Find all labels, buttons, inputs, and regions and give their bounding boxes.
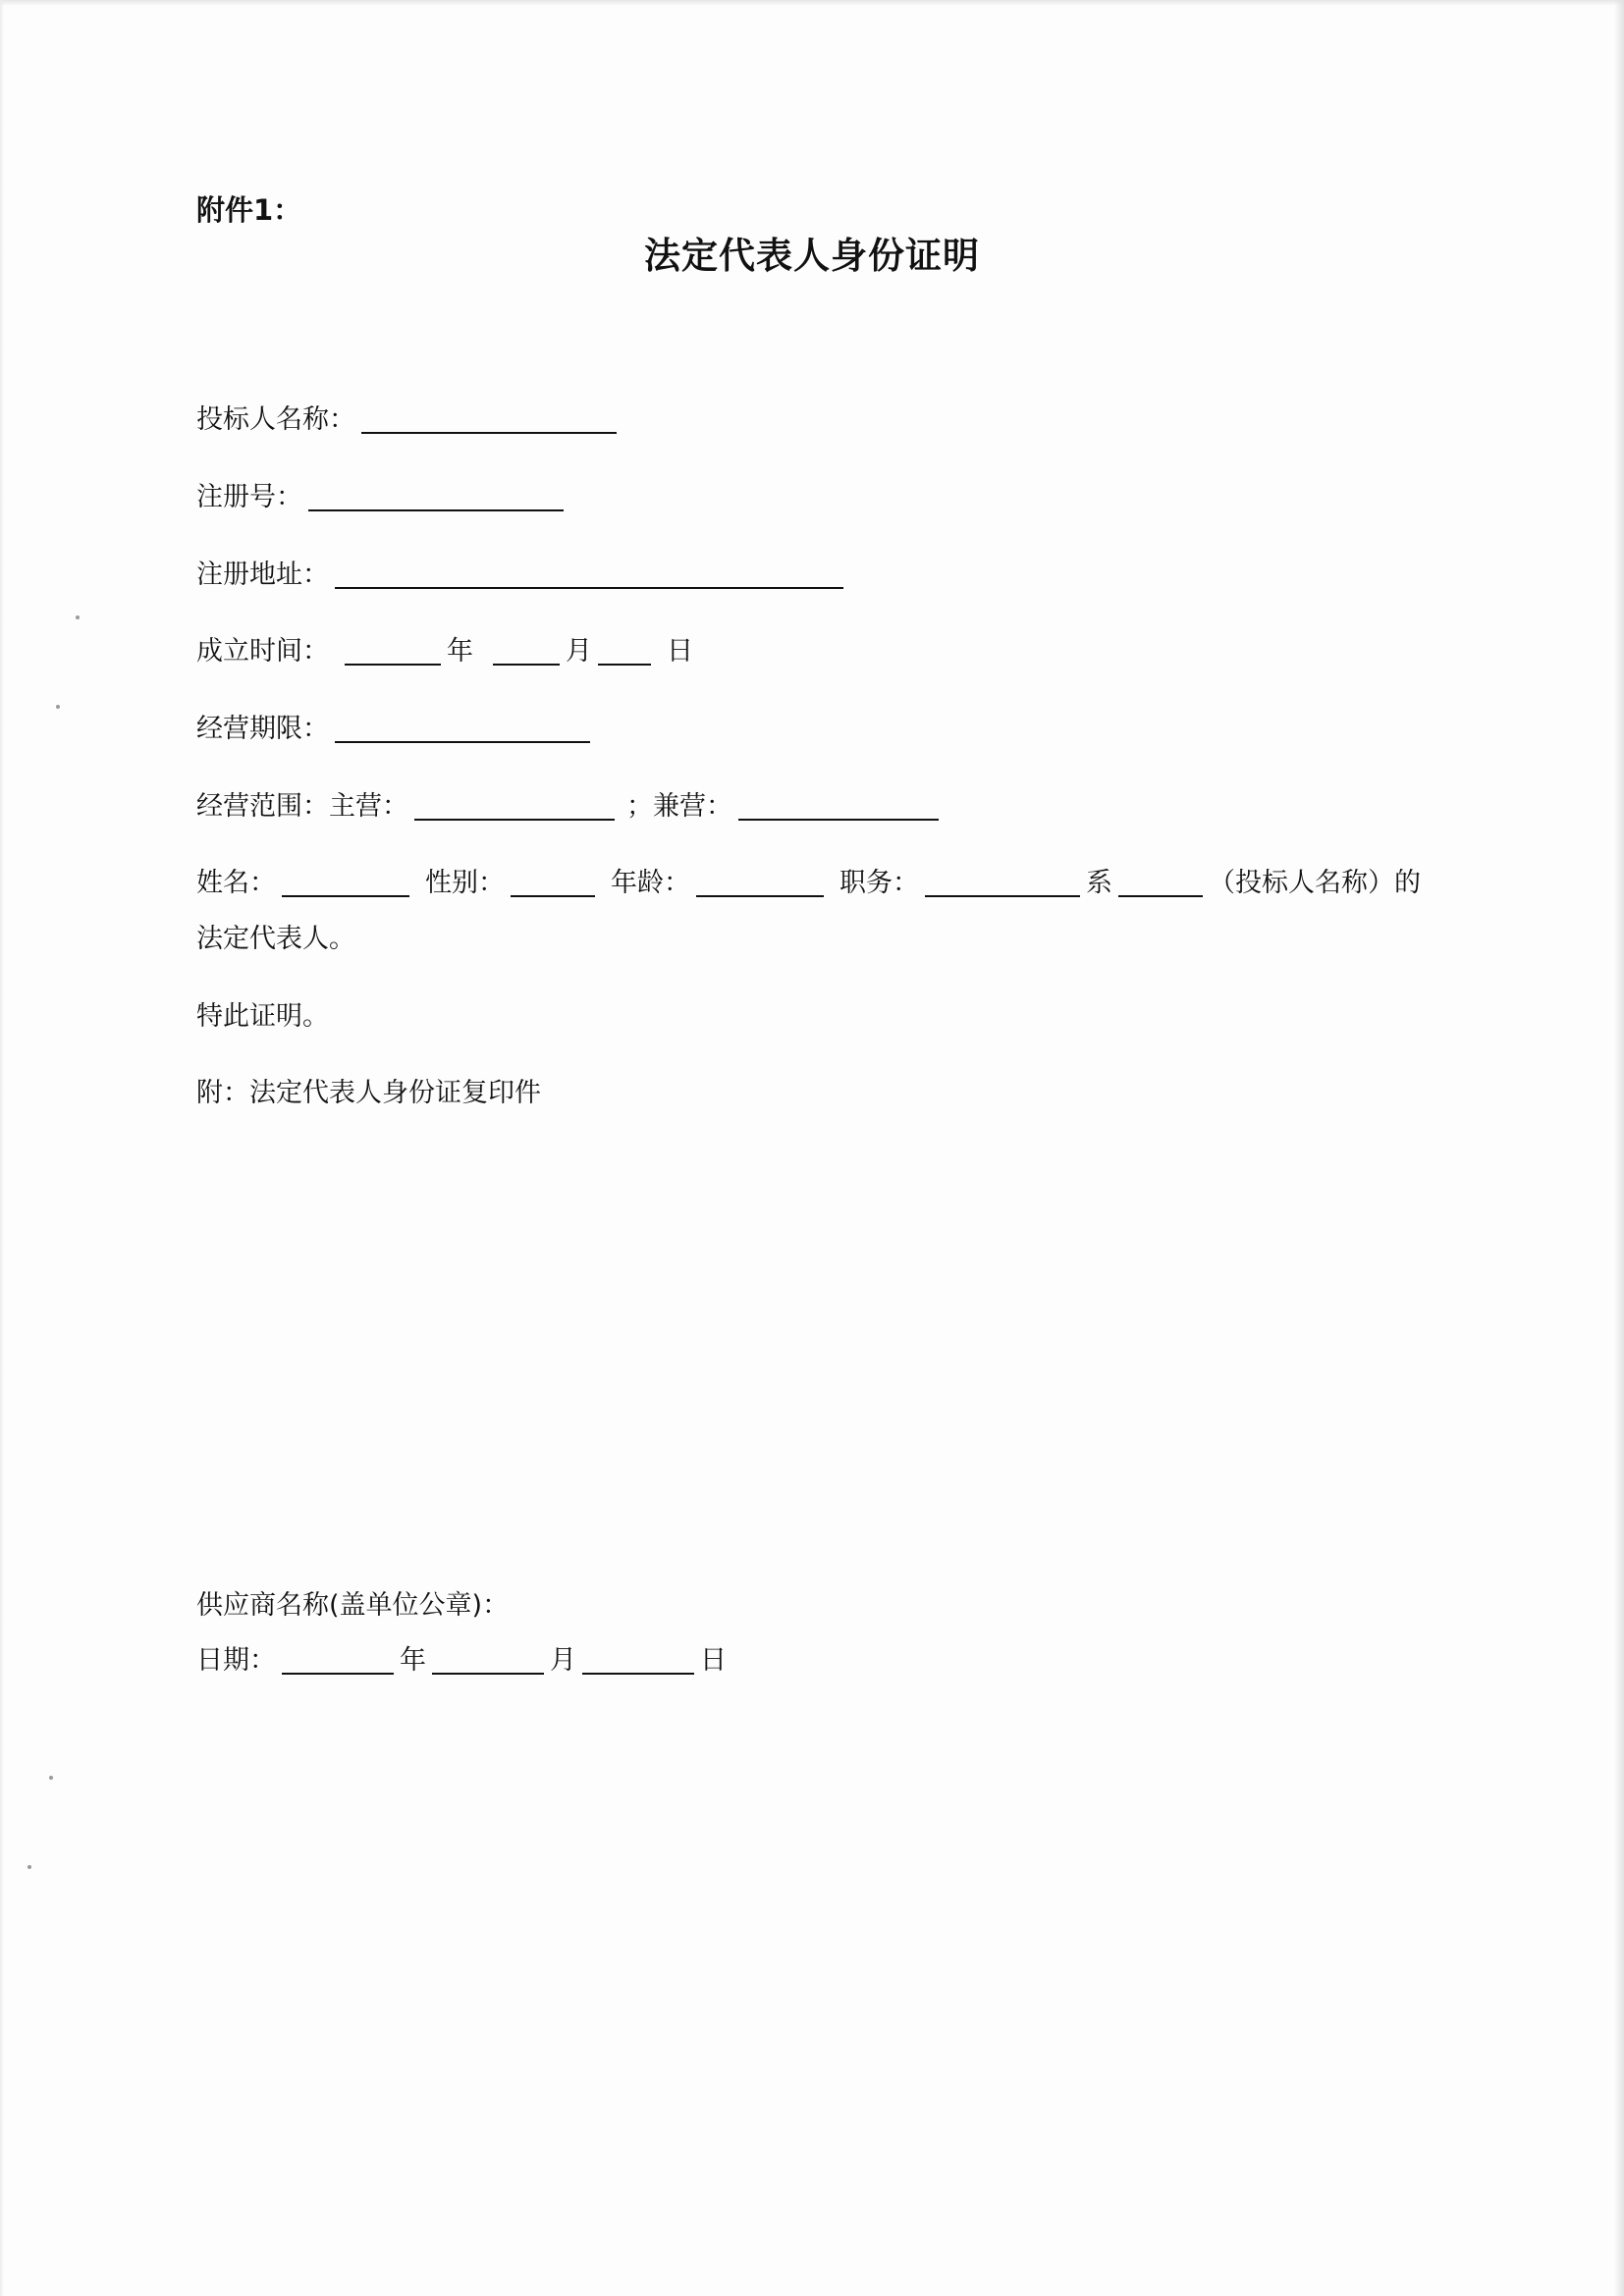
business-term-blank[interactable]	[335, 712, 590, 743]
legal-rep-row	[196, 920, 355, 959]
scan-edge-right	[1614, 0, 1624, 2296]
scan-edge-top	[0, 0, 1624, 6]
secondary-business-blank[interactable]	[738, 789, 939, 821]
gender-label: 性别：	[425, 868, 505, 898]
scan-speck	[76, 615, 80, 619]
registration-no-label: 注册号：	[196, 482, 302, 512]
registered-address-label: 注册地址：	[196, 560, 329, 590]
business-term-row	[196, 710, 596, 749]
scope-separator: ；	[626, 791, 653, 822]
established-row	[196, 632, 693, 671]
legal-rep-text: 法定代表人。	[196, 924, 355, 954]
scan-speck	[56, 705, 60, 709]
scan-edge-left	[0, 0, 4, 2296]
registered-address-row	[196, 556, 849, 595]
bidder-ref-blank[interactable]	[1118, 866, 1203, 897]
business-scope-row	[196, 787, 945, 827]
established-label: 成立时间：	[196, 636, 329, 667]
signature-day-unit: 日	[700, 1645, 727, 1676]
appendix-row	[196, 1074, 541, 1113]
registered-address-blank[interactable]	[335, 558, 843, 589]
signature-day-blank[interactable]	[582, 1643, 694, 1675]
scan-speck	[49, 1776, 53, 1780]
position-label: 职务：	[839, 868, 919, 898]
position-blank[interactable]	[925, 866, 1080, 897]
age-label: 年龄：	[611, 868, 690, 898]
business-scope-label: 经营范围：主营：	[196, 791, 408, 822]
registration-no-row	[196, 478, 569, 517]
established-day-unit: 日	[667, 636, 693, 667]
representative-info-row	[196, 864, 1421, 903]
business-term-label: 经营期限：	[196, 714, 329, 744]
appendix-text: 附：法定代表人身份证复印件	[196, 1078, 541, 1108]
bidder-suffix: （投标人名称）的	[1209, 868, 1421, 898]
scan-speck	[27, 1865, 31, 1869]
signature-year-unit: 年	[400, 1645, 426, 1676]
signature-month-blank[interactable]	[432, 1643, 544, 1675]
page-title: 法定代表人身份证明	[644, 235, 980, 277]
age-blank[interactable]	[696, 866, 824, 897]
bidder-name-row	[196, 400, 623, 440]
bidder-name-label: 投标人名称：	[196, 404, 355, 435]
established-year-blank[interactable]	[345, 634, 441, 666]
bidder-name-blank[interactable]	[361, 402, 617, 434]
registration-no-blank[interactable]	[308, 480, 564, 511]
signature-year-blank[interactable]	[282, 1643, 394, 1675]
established-month-unit: 月	[566, 636, 592, 667]
established-day-blank[interactable]	[598, 634, 651, 666]
supplier-row	[196, 1586, 509, 1626]
certify-text: 特此证明。	[196, 1001, 329, 1032]
secondary-business-label: 兼营：	[653, 791, 732, 822]
attachment-label: 附件1：	[196, 193, 302, 227]
signature-date-label: 日期：	[196, 1645, 276, 1676]
certify-row	[196, 997, 329, 1037]
supplier-label: 供应商名称(盖单位公章)：	[196, 1590, 510, 1621]
name-blank[interactable]	[282, 866, 409, 897]
of-label: 系	[1086, 868, 1112, 898]
signature-date-row	[196, 1641, 727, 1681]
signature-month-unit: 月	[550, 1645, 576, 1676]
established-month-blank[interactable]	[493, 634, 560, 666]
established-year-unit: 年	[447, 636, 473, 667]
main-business-blank[interactable]	[414, 789, 615, 821]
name-label: 姓名：	[196, 868, 276, 898]
gender-blank[interactable]	[511, 866, 595, 897]
